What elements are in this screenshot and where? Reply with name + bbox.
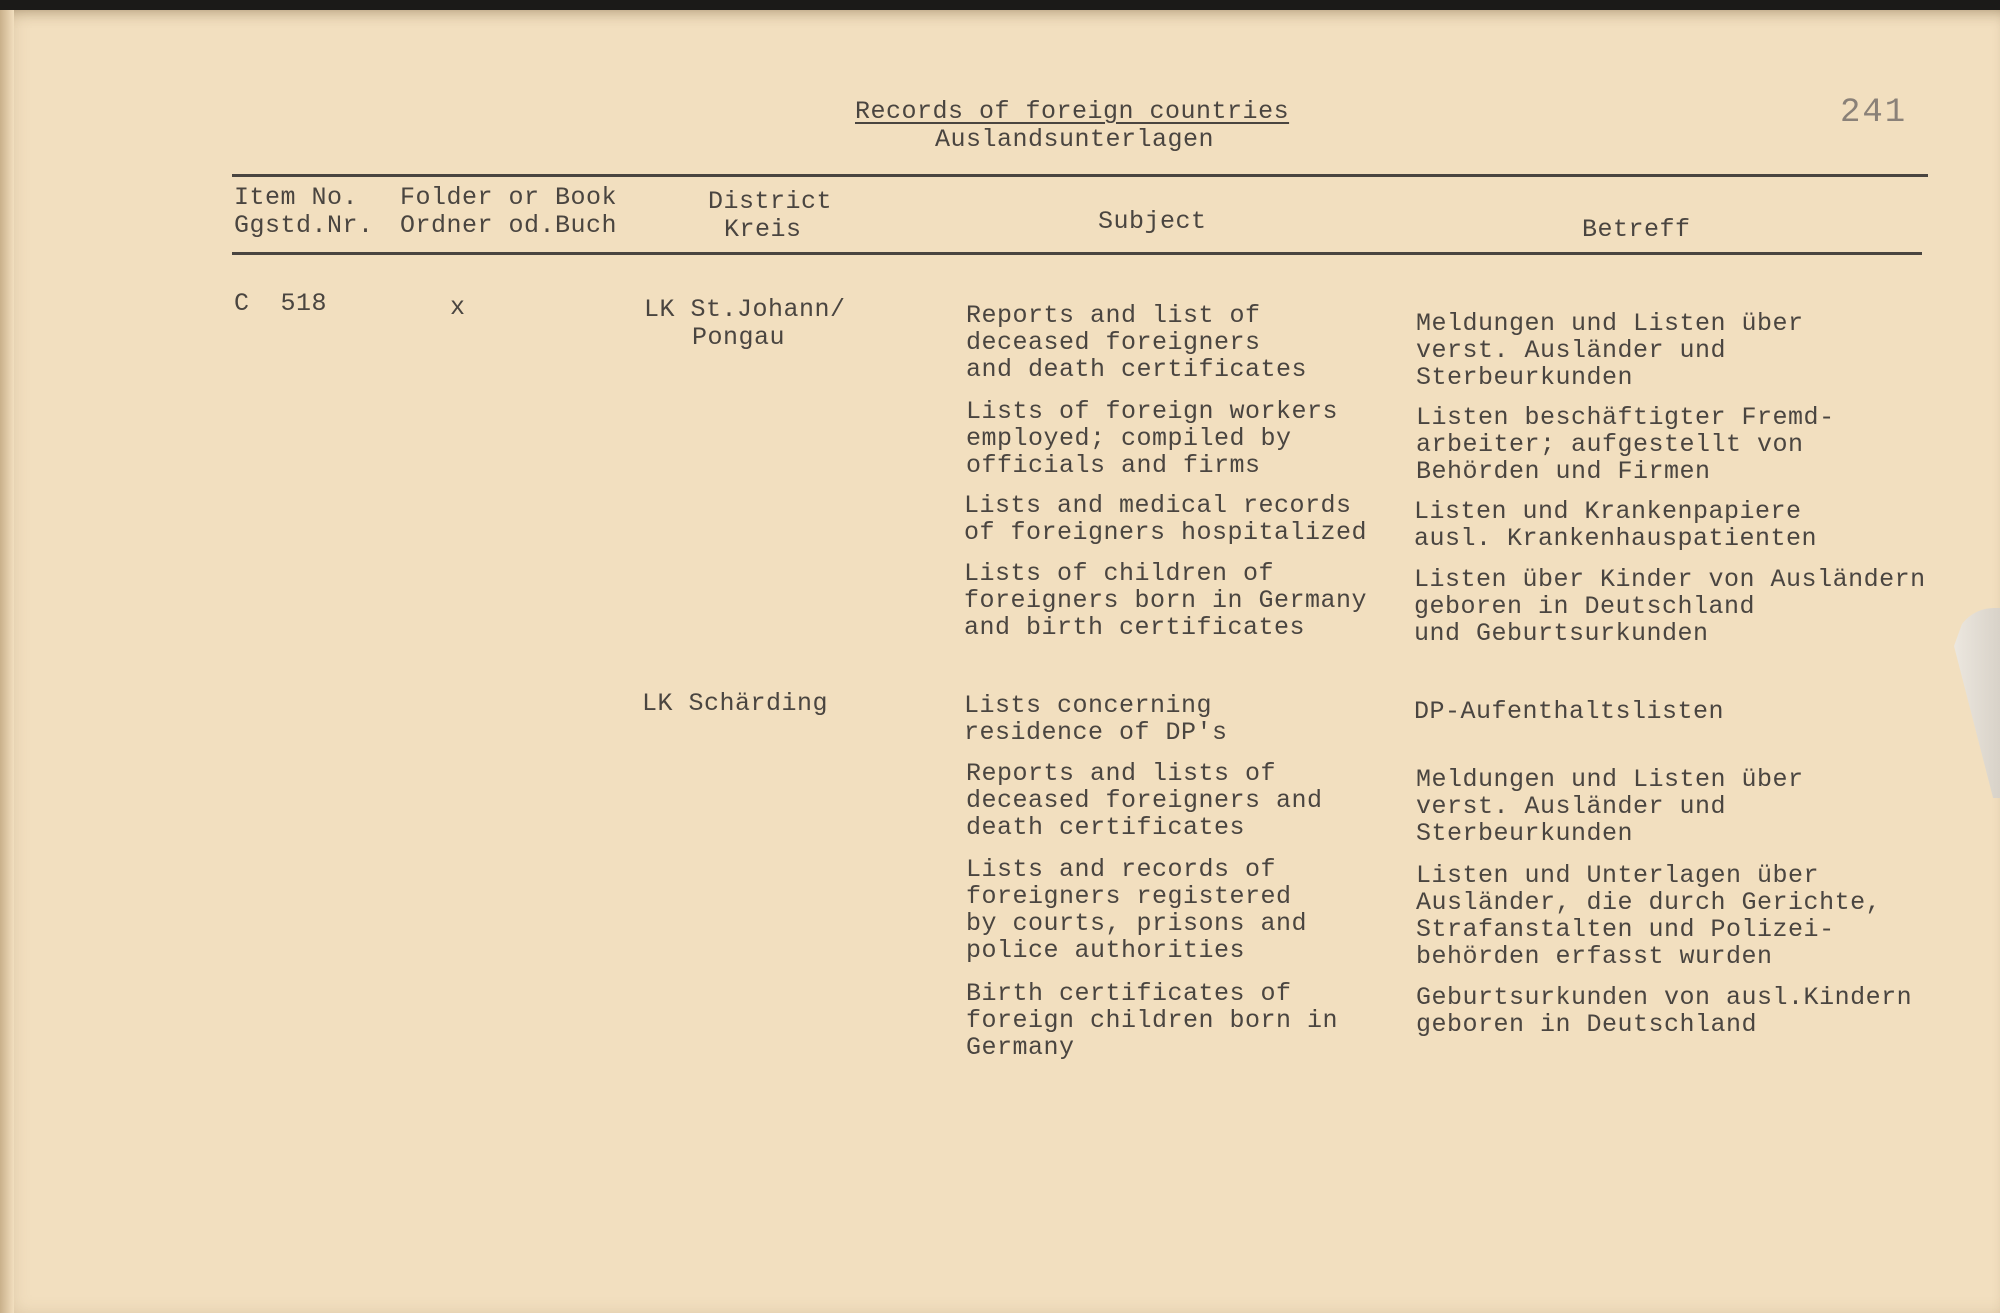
page-number: 241 — [1840, 94, 1908, 132]
header-district-de: Kreis — [724, 215, 802, 244]
betreff-entry: Listen und Unterlagen über Ausländer, die durch Gerichte, Strafanstalten und Polizei- behörden erfasst wurden — [1416, 861, 1882, 971]
subject-entry: Lists of foreign workers employed; compiled by officials and firms — [966, 397, 1339, 480]
district-name: LK St.Johann/ — [644, 295, 846, 324]
header-rule-bottom — [232, 252, 1922, 255]
header-item-en: Item No. — [234, 183, 359, 212]
header-item-de: Ggstd.Nr. — [234, 211, 374, 240]
header-folder-de: Ordner od.Buch — [400, 211, 618, 240]
subject-entry: Reports and lists of deceased foreigners and death certificates — [966, 759, 1323, 842]
betreff-entry: Listen beschäftigter Fremd- arbeiter; aufgestellt von Behörden und Firmen — [1416, 403, 1835, 486]
subject-entry: Lists and medical records of foreigners hospitalized — [964, 491, 1368, 547]
betreff-entry: Listen über Kinder von Ausländern geboren in Deutschland und Geburtsurkunden — [1414, 565, 1926, 648]
betreff-entry: Geburtsurkunden von ausl.Kindern geboren in Deutschland — [1416, 983, 1913, 1039]
header-rule-top — [232, 174, 1928, 177]
header-folder-en: Folder or Book — [400, 183, 618, 212]
district-name-cont: Pongau — [692, 323, 786, 352]
subject-entry: Reports and list of deceased foreigners and death certificates — [966, 301, 1308, 384]
page-subtitle: Auslandsunterlagen — [935, 125, 1215, 154]
betreff-entry: Listen und Krankenpapiere ausl. Krankenhauspatienten — [1414, 497, 1818, 553]
subject-entry: Lists concerning residence of DP's — [964, 691, 1228, 747]
item-number: C 518 — [234, 289, 328, 318]
header-district-en: District — [708, 187, 833, 216]
district-name: LK Schärding — [642, 689, 829, 718]
subject-entry: Birth certificates of foreign children born in Germany — [966, 979, 1339, 1062]
folder-mark: x — [450, 293, 466, 322]
betreff-entry: DP-Aufenthaltslisten — [1414, 697, 1725, 726]
betreff-entry: Meldungen und Listen über verst. Ausländer und Sterbeurkunden — [1416, 309, 1804, 392]
header-subject: Subject — [1098, 207, 1207, 236]
binding-gutter — [0, 10, 14, 1313]
subject-entry: Lists and records of foreigners registered by courts, prisons and police authorities — [966, 855, 1308, 965]
subject-entry: Lists of children of foreigners born in Germany and birth certificates — [964, 559, 1368, 642]
betreff-entry: Meldungen und Listen über verst. Ausländer und Sterbeurkunden — [1416, 765, 1804, 848]
header-betreff: Betreff — [1582, 215, 1691, 244]
page-title: Records of foreign countries — [855, 97, 1290, 126]
